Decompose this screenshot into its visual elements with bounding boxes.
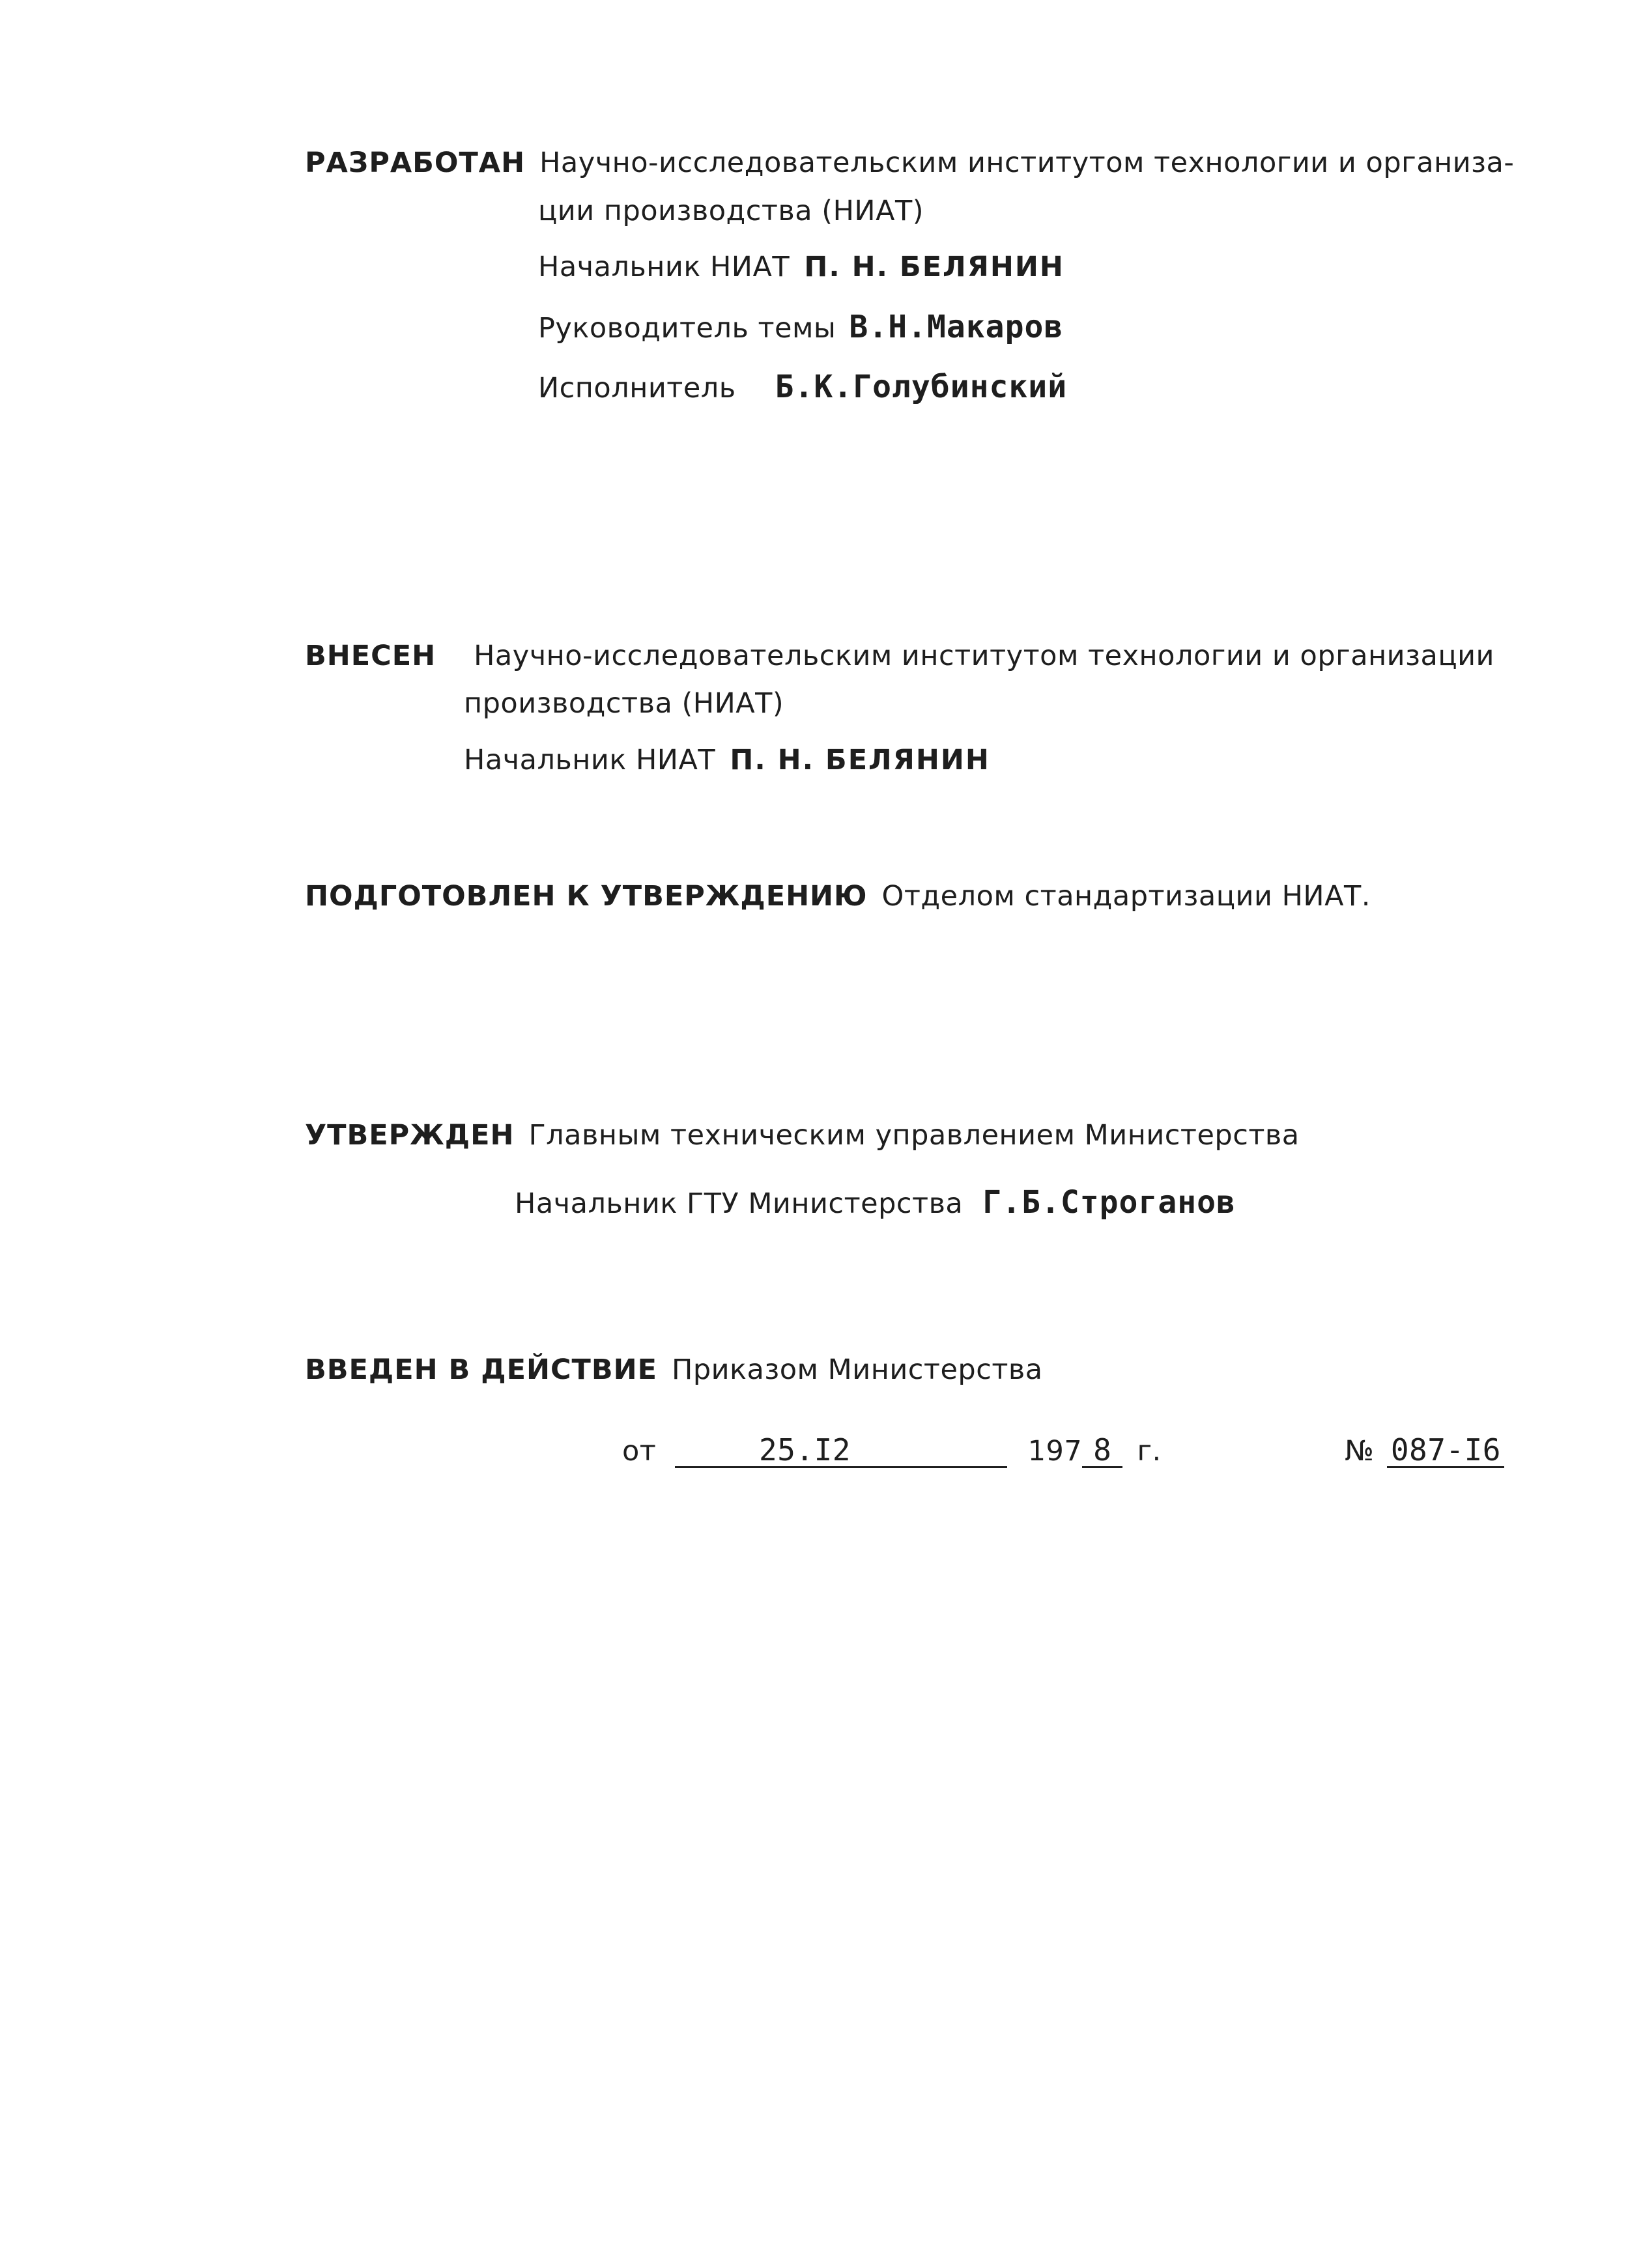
- vveden-date-value: 25.I2: [759, 1432, 851, 1467]
- vnesen-line-1: [305, 638, 1494, 674]
- vveden-from-label: от: [622, 1435, 657, 1467]
- razrabotan-caption: РАЗРАБОТАН: [305, 147, 526, 179]
- vveden-caption: ВВЕДЕН В ДЕЙСТВИЕ: [305, 1354, 657, 1386]
- vveden-year-suffix: г.: [1137, 1435, 1162, 1467]
- vveden-number-row: [1345, 1433, 1504, 1469]
- razrabotan-chief: [538, 249, 1064, 285]
- podgotovlen-caption: ПОДГОТОВЛЕН К УТВЕРЖДЕНИЮ: [305, 880, 868, 913]
- vveden-year-digit: 8: [1082, 1434, 1122, 1468]
- razrabotan-lead-name: В.Н.Макаров: [849, 309, 1064, 345]
- razrabotan-chief-name: П. Н. БЕЛЯНИН: [804, 251, 1064, 283]
- razrabotan-chief-label: Начальник НИАТ: [538, 251, 790, 283]
- utverzhden-line: [305, 1117, 1300, 1154]
- vnesen-org-line-1: Научно-исследовательским институтом технологии и организации: [474, 640, 1494, 672]
- utverzhden-chief: [515, 1184, 1236, 1222]
- vveden-number: 087-I6: [1387, 1434, 1504, 1468]
- vnesen-caption: ВНЕСЕН: [305, 640, 436, 672]
- razrabotan-org-line-2: ции производства (НИАТ): [538, 195, 924, 227]
- vveden-number-label: №: [1345, 1435, 1375, 1467]
- podgotovlen-text: Отделом стандартизации НИАТ.: [881, 880, 1371, 913]
- razrabotan-line-1: [305, 145, 1514, 181]
- vnesen-chief-label: Начальник НИАТ: [464, 744, 716, 776]
- razrabotan-exec: [538, 369, 1067, 406]
- razrabotan-lead: [538, 309, 1063, 347]
- vnesen-org-line-2: производства (НИАТ): [464, 687, 784, 720]
- razrabotan-lead-label: Руководитель темы: [538, 312, 836, 345]
- vveden-year-prefix: 197: [1027, 1435, 1083, 1467]
- razrabotan-org-line-1: Научно-исследовательским институтом технологии и организа-: [539, 147, 1515, 179]
- vveden-date-row: [622, 1433, 1162, 1469]
- podgotovlen-line: [305, 878, 1371, 914]
- utverzhden-chief-label: Начальник ГТУ Министерства: [515, 1187, 964, 1220]
- utverzhden-caption: УТВЕРЖДЕН: [305, 1119, 515, 1152]
- razrabotan-exec-label: Исполнитель: [538, 372, 736, 404]
- vveden-line: [305, 1352, 1043, 1388]
- vveden-date: [675, 1434, 1007, 1468]
- razrabotan-exec-name: Б.К.Голубинский: [775, 369, 1068, 405]
- vnesen-chief: [464, 742, 990, 778]
- utverzhden-chief-name: Г.Б.Строганов: [982, 1184, 1236, 1221]
- vnesen-chief-name: П. Н. БЕЛЯНИН: [730, 744, 990, 776]
- vveden-text: Приказом Министерства: [671, 1354, 1043, 1386]
- utverzhden-text: Главным техническим управлением Министерства: [528, 1119, 1300, 1152]
